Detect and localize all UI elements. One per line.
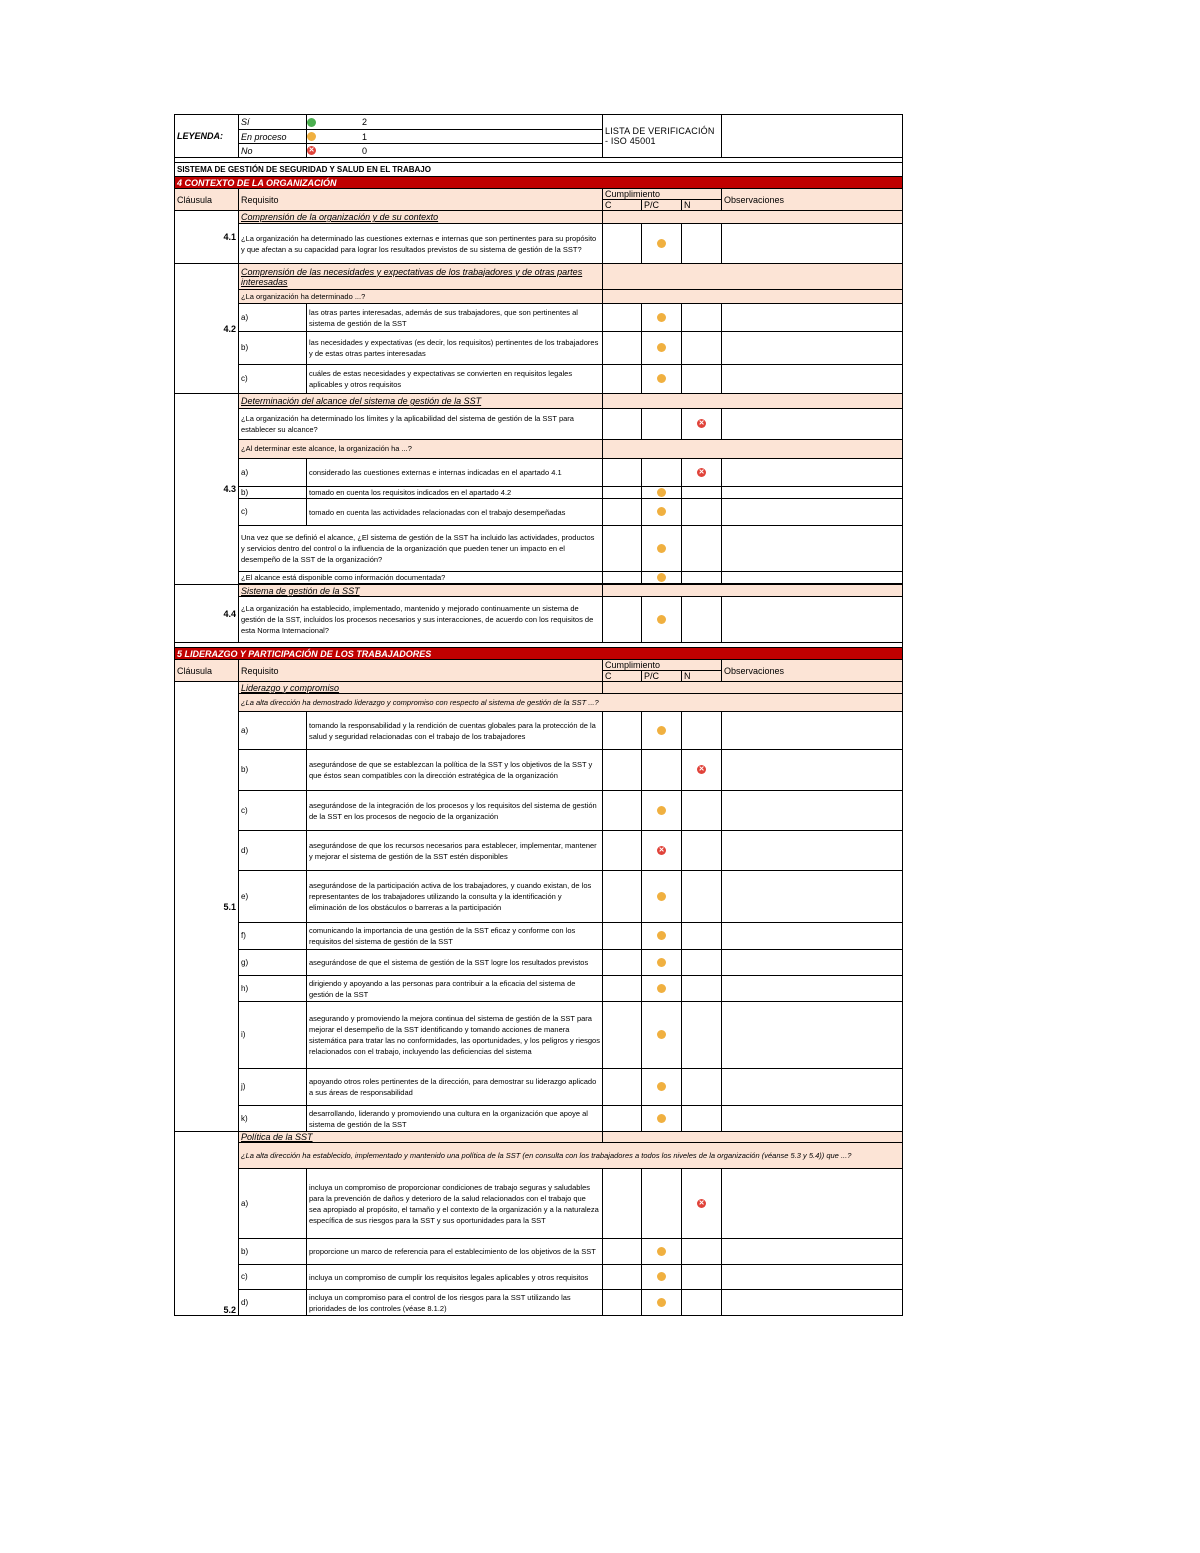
c-cell[interactable] bbox=[603, 1169, 642, 1239]
observations-header: Observaciones bbox=[722, 189, 903, 211]
c-cell[interactable] bbox=[603, 950, 642, 976]
c-cell[interactable] bbox=[603, 1239, 642, 1265]
n-cell[interactable] bbox=[682, 572, 722, 584]
requirement-text: Una vez que se definió el alcance, ¿El sistema de gestión de la SST ha incluido las actividades, productos y servicios dentro del control o la influencia de la organización que pueden tener un impacto en el desempeño de la SST de la organización? bbox=[239, 526, 603, 572]
requirement-text: las necesidades y expectativas (es decir, los requisitos) pertinentes de los trabajadores y de estas otras partes interesadas bbox=[307, 332, 603, 365]
pc-cell[interactable] bbox=[642, 304, 682, 332]
pc-cell[interactable] bbox=[642, 1169, 682, 1239]
subtitle-5-2: Política de la SST bbox=[239, 1132, 603, 1143]
pc-cell[interactable] bbox=[642, 526, 682, 572]
table-row bbox=[175, 332, 903, 365]
clause-4-4: 4.4 bbox=[175, 585, 239, 643]
question-5-2: ¿La alta dirección ha establecido, implementado y mantenido una política de la SST (en consulta con los trabajadores a todos los niveles de la organización (véanse 5.3 y 5.4)) que ...? bbox=[239, 1143, 903, 1169]
partial-icon bbox=[657, 1298, 666, 1307]
c-cell[interactable] bbox=[603, 365, 642, 394]
n-cell[interactable] bbox=[682, 487, 722, 499]
table-row bbox=[175, 791, 903, 831]
c-cell[interactable] bbox=[603, 597, 642, 643]
pc-cell[interactable] bbox=[642, 459, 682, 487]
table-row bbox=[175, 572, 903, 584]
observations-cell[interactable] bbox=[722, 950, 903, 976]
observations-cell[interactable] bbox=[722, 224, 903, 264]
n-cell[interactable] bbox=[682, 304, 722, 332]
n-cell[interactable] bbox=[682, 871, 722, 923]
pc-cell[interactable] bbox=[642, 750, 682, 791]
c-cell[interactable] bbox=[603, 499, 642, 526]
partial-icon bbox=[657, 573, 666, 582]
table-row bbox=[175, 1290, 903, 1316]
partial-icon bbox=[657, 892, 666, 901]
c-cell[interactable] bbox=[603, 831, 642, 871]
cross-icon bbox=[697, 765, 706, 774]
pc-cell[interactable] bbox=[642, 712, 682, 750]
table-row bbox=[175, 950, 903, 976]
item-letter: c) bbox=[239, 791, 307, 831]
n-cell[interactable] bbox=[682, 365, 722, 394]
checklist-sheet bbox=[174, 114, 902, 1316]
n-cell[interactable] bbox=[682, 332, 722, 365]
partial-icon bbox=[657, 806, 666, 815]
n-cell[interactable] bbox=[682, 499, 722, 526]
checklist-table bbox=[174, 114, 903, 1316]
n-cell[interactable] bbox=[682, 1265, 722, 1290]
cross-icon bbox=[697, 468, 706, 477]
item-letter: a) bbox=[239, 712, 307, 750]
observations-cell[interactable] bbox=[722, 499, 903, 526]
table-row bbox=[175, 923, 903, 950]
requirement-text: asegurando y promoviendo la mejora continua del sistema de gestión de la SST para mejorar el desempeño de la SST identificando y tomando acciones de manera sistemática para tratar las no conformidades, las oportunidades, y los peligros y riesgos relacionados con el trabajo, incluyendo las deficiencias del sistema bbox=[307, 1002, 603, 1069]
n-cell[interactable] bbox=[682, 459, 722, 487]
partial-icon bbox=[307, 132, 316, 141]
item-letter: i) bbox=[239, 1002, 307, 1069]
pc-cell[interactable] bbox=[642, 831, 682, 871]
item-letter: a) bbox=[239, 304, 307, 332]
requirement-text: apoyando otros roles pertinentes de la dirección, para demostrar su liderazgo aplicado a sus áreas de responsabilidad bbox=[307, 1069, 603, 1106]
partial-icon bbox=[657, 1030, 666, 1039]
item-letter: b) bbox=[239, 750, 307, 791]
c-cell[interactable] bbox=[603, 526, 642, 572]
n-header: N bbox=[682, 200, 722, 211]
legend-yes-label: Sí bbox=[239, 115, 307, 130]
pc-cell[interactable] bbox=[642, 597, 682, 643]
n-cell[interactable] bbox=[682, 1239, 722, 1265]
item-letter: a) bbox=[239, 1169, 307, 1239]
observations-cell[interactable] bbox=[722, 1239, 903, 1265]
observations-cell[interactable] bbox=[722, 597, 903, 643]
question-5-1: ¿La alta dirección ha demostrado liderazgo y compromiso con respecto al sistema de gestión de la SST ...? bbox=[239, 694, 903, 712]
c-cell[interactable] bbox=[603, 224, 642, 264]
observations-cell[interactable] bbox=[722, 365, 903, 394]
pc-cell[interactable] bbox=[642, 1290, 682, 1316]
clause-4-3: 4.3 bbox=[175, 394, 239, 585]
observations-cell[interactable] bbox=[722, 831, 903, 871]
pc-cell[interactable] bbox=[642, 976, 682, 1002]
n-cell[interactable] bbox=[682, 1169, 722, 1239]
c-cell[interactable] bbox=[603, 1265, 642, 1290]
item-letter: k) bbox=[239, 1106, 307, 1132]
observations-cell[interactable] bbox=[722, 487, 903, 499]
legend-yes-value: 2 bbox=[361, 117, 367, 127]
n-cell[interactable] bbox=[682, 791, 722, 831]
c-cell[interactable] bbox=[603, 712, 642, 750]
c-cell[interactable] bbox=[603, 923, 642, 950]
pc-cell[interactable] bbox=[642, 572, 682, 584]
c-cell[interactable] bbox=[603, 871, 642, 923]
table-row bbox=[175, 1239, 903, 1265]
table-row bbox=[175, 499, 903, 526]
observations-cell[interactable] bbox=[722, 1290, 903, 1316]
partial-icon bbox=[657, 239, 666, 248]
item-letter: f) bbox=[239, 923, 307, 950]
table-row bbox=[175, 871, 903, 923]
n-cell[interactable] bbox=[682, 409, 722, 440]
cross-icon bbox=[307, 146, 316, 155]
partial-icon bbox=[657, 1114, 666, 1123]
partial-icon bbox=[657, 544, 666, 553]
subtitle-4-3: Determinación del alcance del sistema de gestión de la SST bbox=[239, 394, 603, 409]
item-letter: d) bbox=[239, 1290, 307, 1316]
partial-icon bbox=[657, 958, 666, 967]
requirement-text: incluya un compromiso de cumplir los requisitos legales aplicables y otros requisitos bbox=[307, 1265, 603, 1290]
requirement-text: tomado en cuenta los requisitos indicados en el apartado 4.2 bbox=[307, 487, 603, 499]
item-letter: b) bbox=[239, 332, 307, 365]
c-header: C bbox=[603, 200, 642, 211]
table-row bbox=[175, 526, 903, 572]
table-row bbox=[175, 1169, 903, 1239]
partial-icon bbox=[657, 313, 666, 322]
observations-cell[interactable] bbox=[722, 304, 903, 332]
observations-cell[interactable] bbox=[722, 1169, 903, 1239]
table-row bbox=[175, 487, 903, 499]
c-cell[interactable] bbox=[603, 487, 642, 499]
pc-cell[interactable] bbox=[642, 791, 682, 831]
n-cell[interactable] bbox=[682, 712, 722, 750]
observations-cell[interactable] bbox=[722, 1265, 903, 1290]
item-letter: a) bbox=[239, 459, 307, 487]
clause-4-2: 4.2 bbox=[175, 264, 239, 394]
legend-process-value: 1 bbox=[361, 131, 367, 142]
c-cell[interactable] bbox=[603, 409, 642, 440]
legend-label: LEYENDA: bbox=[175, 115, 239, 158]
observations-cell[interactable] bbox=[722, 750, 903, 791]
system-label: SISTEMA DE GESTIÓN DE SEGURIDAD Y SALUD EN EL TRABAJO bbox=[175, 163, 903, 177]
c-cell[interactable] bbox=[603, 791, 642, 831]
pc-cell[interactable] bbox=[642, 871, 682, 923]
pc-header: P/C bbox=[642, 671, 682, 682]
table-row bbox=[175, 712, 903, 750]
item-letter: e) bbox=[239, 871, 307, 923]
title-blank-cell bbox=[722, 115, 903, 158]
item-letter: d) bbox=[239, 831, 307, 871]
observations-cell[interactable] bbox=[722, 871, 903, 923]
observations-cell[interactable] bbox=[722, 1106, 903, 1132]
requirement-text: tomado en cuenta las actividades relacionadas con el trabajo desempeñadas bbox=[307, 499, 603, 526]
c-cell[interactable] bbox=[603, 1069, 642, 1106]
n-cell[interactable] bbox=[682, 950, 722, 976]
page-title: LISTA DE VERIFICACIÓN - ISO 45001 bbox=[603, 115, 722, 158]
observations-cell[interactable] bbox=[722, 572, 903, 584]
pc-header: P/C bbox=[642, 200, 682, 211]
section-4-title: 4 CONTEXTO DE LA ORGANIZACIÓN bbox=[175, 177, 903, 189]
observations-cell[interactable] bbox=[722, 409, 903, 440]
c-cell[interactable] bbox=[603, 750, 642, 791]
table-row bbox=[175, 409, 903, 440]
requirement-text: ¿La organización ha establecido, implementado, mantenido y mejorado continuamente un sistema de gestión de la SST, incluidos los procesos necesarios y sus interacciones, de acuerdo con los requisitos de esta Norma Internacional? bbox=[239, 597, 603, 643]
c-cell[interactable] bbox=[603, 1002, 642, 1069]
subtitle-4-4: Sistema de gestión de la SST bbox=[239, 585, 603, 597]
requirement-text: dirigiendo y apoyando a las personas para contribuir a la eficacia del sistema de gestión de la SST bbox=[307, 976, 603, 1002]
c-cell[interactable] bbox=[603, 1290, 642, 1316]
partial-icon bbox=[657, 931, 666, 940]
partial-icon bbox=[657, 507, 666, 516]
table-row bbox=[175, 224, 903, 264]
table-row bbox=[175, 459, 903, 487]
pc-cell[interactable] bbox=[642, 365, 682, 394]
cross-icon bbox=[697, 419, 706, 428]
legend-process-label: En proceso bbox=[239, 130, 307, 144]
requirement-text: asegurándose de que se establezcan la política de la SST y los objetivos de la SST y que éstos sean compatibles con la dirección estratégica de la organización bbox=[307, 750, 603, 791]
requirement-header: Requisito bbox=[239, 189, 603, 211]
n-cell[interactable] bbox=[682, 1069, 722, 1106]
observations-cell[interactable] bbox=[722, 459, 903, 487]
table-row bbox=[175, 831, 903, 871]
table-row bbox=[175, 597, 903, 643]
requirement-text: desarrollando, liderando y promoviendo una cultura en la organización que apoye al sistema de gestión de la SST bbox=[307, 1106, 603, 1132]
cross-icon bbox=[657, 846, 666, 855]
observations-cell[interactable] bbox=[722, 791, 903, 831]
requirement-text: asegurándose de que los recursos necesarios para establecer, implementar, mantener y mejorar el sistema de gestión de la SST estén disponibles bbox=[307, 831, 603, 871]
partial-icon bbox=[657, 488, 666, 497]
partial-icon bbox=[657, 1247, 666, 1256]
pc-cell[interactable] bbox=[642, 487, 682, 499]
requirement-text: cuáles de estas necesidades y expectativas se convierten en requisitos legales aplicables y otros requisitos bbox=[307, 365, 603, 394]
partial-icon bbox=[657, 1082, 666, 1091]
n-cell[interactable] bbox=[682, 1290, 722, 1316]
requirement-text: comunicando la importancia de una gestión de la SST eficaz y conforme con los requisitos del sistema de gestión de la SST bbox=[307, 923, 603, 950]
section-5-title: 5 LIDERAZGO Y PARTICIPACIÓN DE LOS TRABAJADORES bbox=[175, 648, 903, 660]
requirement-text: ¿La organización ha determinado las cuestiones externas e internas que son pertinentes para su propósito y que afectan a su capacidad para lograr los resultados previstos de su sistema de gestión de la SST? bbox=[239, 224, 603, 264]
table-row bbox=[175, 750, 903, 791]
pc-cell[interactable] bbox=[642, 499, 682, 526]
legend-no-value: 0 bbox=[361, 145, 367, 156]
requirement-text: ¿El alcance está disponible como información documentada? bbox=[239, 572, 603, 584]
compliance-header: Cumplimiento bbox=[603, 660, 722, 671]
table-row bbox=[175, 1069, 903, 1106]
partial-icon bbox=[657, 726, 666, 735]
n-cell[interactable] bbox=[682, 597, 722, 643]
partial-icon bbox=[657, 1272, 666, 1281]
question-4-2: ¿La organización ha determinado ...? bbox=[239, 290, 603, 304]
observations-cell[interactable] bbox=[722, 332, 903, 365]
item-letter: g) bbox=[239, 950, 307, 976]
item-letter: c) bbox=[239, 365, 307, 394]
observations-cell[interactable] bbox=[722, 526, 903, 572]
observations-cell[interactable] bbox=[722, 923, 903, 950]
item-letter: j) bbox=[239, 1069, 307, 1106]
requirement-header: Requisito bbox=[239, 660, 603, 682]
requirement-text: tomando la responsabilidad y la rendición de cuentas globales para la protección de la salud y seguridad relacionadas con el trabajo de los trabajadores bbox=[307, 712, 603, 750]
partial-icon bbox=[657, 615, 666, 624]
question-4-3: ¿Al determinar este alcance, la organización ha ...? bbox=[239, 440, 603, 459]
n-cell[interactable] bbox=[682, 1002, 722, 1069]
requirement-text: asegurándose de la integración de los procesos y los requisitos del sistema de gestión de la SST en los procesos de negocio de la organización bbox=[307, 791, 603, 831]
n-cell[interactable] bbox=[682, 526, 722, 572]
pc-cell[interactable] bbox=[642, 332, 682, 365]
requirement-text: proporcione un marco de referencia para el establecimiento de los objetivos de la SST bbox=[307, 1239, 603, 1265]
pc-cell[interactable] bbox=[642, 923, 682, 950]
clause-4-1: 4.1 bbox=[175, 211, 239, 264]
subtitle-4-1: Comprensión de la organización y de su contexto bbox=[239, 211, 603, 224]
requirement-text: incluya un compromiso para el control de los riesgos para la SST utilizando las prioridades de los controles (véase 8.1.2) bbox=[307, 1290, 603, 1316]
clause-header: Cláusula bbox=[175, 660, 239, 682]
observations-cell[interactable] bbox=[722, 1069, 903, 1106]
clause-5-2: 5.2 bbox=[175, 1132, 239, 1316]
pc-cell[interactable] bbox=[642, 950, 682, 976]
check-icon bbox=[307, 118, 316, 127]
requirement-text: asegurándose de que el sistema de gestión de la SST logre los resultados previstos bbox=[307, 950, 603, 976]
subtitle-4-2: Comprensión de las necesidades y expectativas de los trabajadores y de otras partes interesadas bbox=[239, 264, 603, 290]
n-header: N bbox=[682, 671, 722, 682]
requirement-text: ¿La organización ha determinado los límites y la aplicabilidad del sistema de gestión de la SST para establecer su alcance? bbox=[239, 409, 603, 440]
legend-no-label: No bbox=[239, 144, 307, 158]
item-letter: c) bbox=[239, 499, 307, 526]
compliance-header: Cumplimiento bbox=[603, 189, 722, 200]
c-cell[interactable] bbox=[603, 976, 642, 1002]
partial-icon bbox=[657, 984, 666, 993]
partial-icon bbox=[657, 343, 666, 352]
clause-5-1: 5.1 bbox=[175, 682, 239, 1132]
table-row bbox=[175, 1002, 903, 1069]
table-row bbox=[175, 1106, 903, 1132]
pc-cell[interactable] bbox=[642, 1002, 682, 1069]
observations-cell[interactable] bbox=[722, 712, 903, 750]
n-cell[interactable] bbox=[682, 224, 722, 264]
item-letter: b) bbox=[239, 487, 307, 499]
subtitle-5-1: Liderazgo y compromiso bbox=[239, 682, 603, 694]
c-cell[interactable] bbox=[603, 332, 642, 365]
c-cell[interactable] bbox=[603, 304, 642, 332]
requirement-text: las otras partes interesadas, además de sus trabajadores, que son pertinentes al sistema de gestión de la SST bbox=[307, 304, 603, 332]
table-row bbox=[175, 1265, 903, 1290]
table-row bbox=[175, 365, 903, 394]
item-letter: c) bbox=[239, 1265, 307, 1290]
pc-cell[interactable] bbox=[642, 1239, 682, 1265]
table-row bbox=[175, 976, 903, 1002]
observations-header: Observaciones bbox=[722, 660, 903, 682]
pc-cell[interactable] bbox=[642, 409, 682, 440]
n-cell[interactable] bbox=[682, 976, 722, 1002]
pc-cell[interactable] bbox=[642, 224, 682, 264]
c-header: C bbox=[603, 671, 642, 682]
n-cell[interactable] bbox=[682, 1106, 722, 1132]
requirement-text: incluya un compromiso de proporcionar condiciones de trabajo seguras y saludables para la prevención de daños y deterioro de la salud relacionados con el trabajo que sea apropiado al propósito, el tamaño y el contexto de la organización y a la naturaleza específica de sus riesgos para la SST y sus oportunidades para la SST bbox=[307, 1169, 603, 1239]
pc-cell[interactable] bbox=[642, 1106, 682, 1132]
c-cell[interactable] bbox=[603, 459, 642, 487]
n-cell[interactable] bbox=[682, 831, 722, 871]
n-cell[interactable] bbox=[682, 923, 722, 950]
item-letter: b) bbox=[239, 1239, 307, 1265]
pc-cell[interactable] bbox=[642, 1069, 682, 1106]
item-letter: h) bbox=[239, 976, 307, 1002]
pc-cell[interactable] bbox=[642, 1265, 682, 1290]
c-cell[interactable] bbox=[603, 1106, 642, 1132]
table-row bbox=[175, 304, 903, 332]
observations-cell[interactable] bbox=[722, 976, 903, 1002]
requirement-text: asegurándose de la participación activa de los trabajadores, y cuando existan, de los representantes de los trabajadores utilizando la consulta y la identificación y eliminación de los obstáculos o barreras a la participación bbox=[307, 871, 603, 923]
cross-icon bbox=[697, 1199, 706, 1208]
c-cell[interactable] bbox=[603, 572, 642, 584]
observations-cell[interactable] bbox=[722, 1002, 903, 1069]
n-cell[interactable] bbox=[682, 750, 722, 791]
requirement-text: considerado las cuestiones externas e internas indicadas en el apartado 4.1 bbox=[307, 459, 603, 487]
partial-icon bbox=[657, 374, 666, 383]
clause-header: Cláusula bbox=[175, 189, 239, 211]
